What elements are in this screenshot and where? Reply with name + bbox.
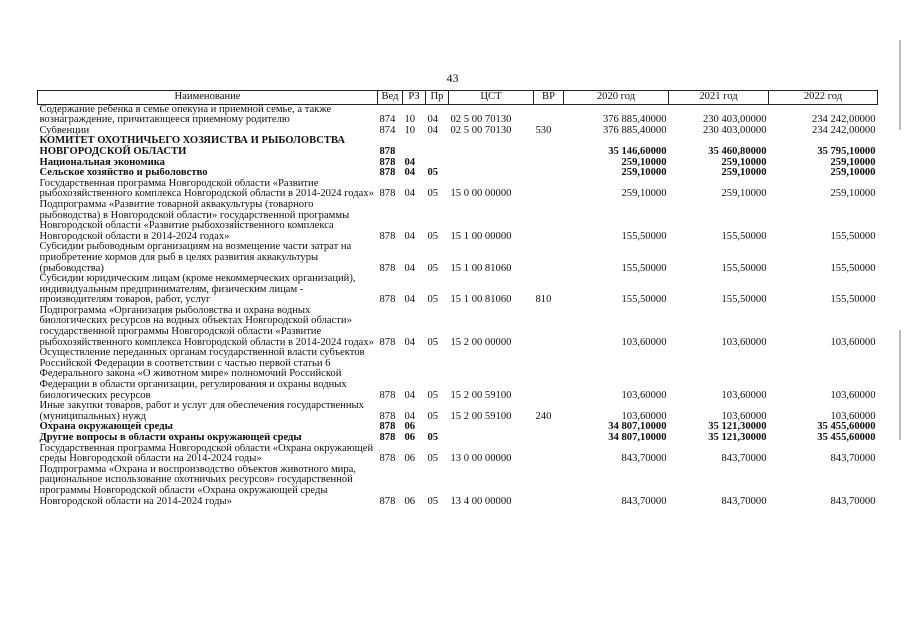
cell-y2022: 843,70000 [830,495,876,507]
table-row [38,348,878,401]
cell-vr [534,200,564,242]
cell-y2020: 259,10000 [621,188,667,200]
cell-y2020: 259,10000 [621,157,667,168]
cell-cst: 15 2 00 00000 [450,336,512,348]
cell-y2021: 259,10000 [721,168,767,179]
cell-name: Подпрограмма «Развитие товарной аквакультуры (товарного рыбоводства) в Новгородской области» государственной программы Новгородской области «Развитие рыбохозяйственного комплекса Новгородской области в 2014-2024 годах» [39,199,350,242]
table-row [38,168,878,179]
header-vr: ВР [534,91,564,105]
cell-ved: 878 [379,336,396,348]
cell-name: Государственная программа Новгородской области «Охрана окружающей среды Новгородской области на 2014-2024 годы» [39,443,374,465]
cell-rz: 04 [404,188,416,200]
cell-ved: 878 [379,168,396,179]
cell-cst: 15 0 00 00000 [450,188,512,200]
cell-pr: 04 [427,114,439,126]
cell-pr: 05 [427,294,439,306]
table-row [38,104,878,126]
cell-name: Иные закупки товаров, работ и услуг для обеспечения государственных (муниципальных) нужд [39,401,364,422]
cell-ved: 878 [379,410,396,422]
cell-vr [534,168,564,179]
cell-rz: 06 [404,495,416,507]
cell-y2022: 259,10000 [830,157,876,168]
cell-rz: 04 [404,294,416,306]
cell-y2020: 259,10000 [621,168,667,179]
table-header-row [38,91,878,105]
header-pr: Пр [426,91,449,105]
header-name: Наименование [38,91,378,105]
header-2020: 2020 год [564,91,669,105]
cell-y2022: 155,50000 [830,230,876,242]
cell-rz: 06 [404,422,416,433]
cell-y2021: 103,60000 [721,336,767,348]
cell-y2021: 155,50000 [721,230,767,242]
cell-rz: 06 [404,433,416,443]
cell-y2020: 103,60000 [621,410,667,422]
cell-y2020: 376 885,40000 [602,125,667,136]
cell-pr: 05 [427,336,439,348]
cell-pr: 05 [427,410,439,422]
cell-pr: 05 [427,389,439,401]
table-row [38,465,878,507]
cell-y2020: 34 807,10000 [608,433,667,443]
cell-rz: 10 [404,114,416,126]
table-row [38,444,878,465]
cell-vr [534,158,564,169]
table-row [38,126,878,137]
cell-ved: 874 [379,125,396,136]
cell-ved: 874 [379,114,396,126]
cell-y2022: 843,70000 [830,453,876,465]
cell-y2021: 35 460,80000 [708,145,767,157]
table-row [38,200,878,242]
cell-cst: 13 4 00 00000 [450,495,512,507]
cell-name: Осуществление переданных органам государственной власти субъектов Российской Федерации в соответствии с частью первой статьи 6 Федерального закона «О животном мире» полномочий Российской Федерации в области организации, регулирования и охраны водных биологических ресурсов [39,348,365,401]
cell-y2020: 155,50000 [621,230,667,242]
cell-rz: 04 [404,336,416,348]
cell-y2022: 103,60000 [830,389,876,401]
cell-y2021: 155,50000 [721,262,767,274]
table-row [38,306,878,348]
cell-name: Содержание ребенка в семье опекуна и приемной семье, а также вознаграждение, причитающееся приемному родителю [39,104,332,126]
cell-y2021: 230 403,00000 [702,114,767,126]
cell-vr: 810 [535,294,552,306]
cell-y2020: 843,70000 [621,495,667,507]
cell-y2020: 155,50000 [621,294,667,306]
cell-name: Национальная экономика [39,157,165,168]
cell-cst: 15 1 00 81060 [450,262,512,274]
cell-y2022: 234 242,00000 [811,125,876,136]
cell-y2022: 155,50000 [830,262,876,274]
table-row [38,433,878,444]
cell-rz: 04 [404,168,416,179]
cell-vr [534,104,564,126]
cell-cst [449,168,534,179]
cell-vr: 530 [535,125,552,136]
scan-edge-mark [899,40,901,130]
header-2022: 2022 год [769,91,878,105]
cell-ved: 878 [379,422,396,433]
table-row [38,179,878,200]
cell-y2022: 35 795,10000 [817,145,876,157]
cell-cst: 15 2 00 59100 [450,410,512,422]
cell-y2020: 376 885,40000 [602,114,667,126]
header-cst: ЦСТ [449,91,534,105]
cell-rz: 04 [404,410,416,422]
cell-y2021: 230 403,00000 [702,125,767,136]
cell-pr: 05 [427,433,439,443]
cell-y2022: 155,50000 [830,294,876,306]
cell-rz: 10 [404,125,416,136]
cell-name: Охрана окружающей среды [39,422,173,433]
cell-y2022: 234 242,00000 [811,114,876,126]
cell-y2020: 843,70000 [621,453,667,465]
cell-name: КОМИТЕТ ОХОТНИЧЬЕГО ХОЗЯЙСТВА И РЫБОЛОВСТВА НОВГОРОДСКОЙ ОБЛАСТИ [39,136,345,157]
cell-ved: 878 [379,262,396,274]
cell-cst [449,158,534,169]
header-ved: Вед [378,91,403,105]
cell-name: Субсидии рыбоводным организациям на возмещение части затрат на приобретение кормов для рыб в целях развития аквакультуры (рыбоводства) [39,242,352,274]
cell-vr [534,422,564,433]
cell-vr [534,306,564,348]
cell-y2021: 259,10000 [721,188,767,200]
page-number: 43 [446,71,459,85]
cell-ved: 878 [379,389,396,401]
cell-ved: 878 [379,453,396,465]
cell-rz: 04 [404,262,416,274]
cell-ved: 878 [379,433,396,443]
cell-cst [449,433,534,444]
cell-name: Другие вопросы в области охраны окружающей среды [39,433,302,443]
cell-ved: 878 [379,294,396,306]
cell-y2022: 103,60000 [830,410,876,422]
cell-ved: 878 [379,495,396,507]
cell-y2021: 35 121,30000 [708,422,767,433]
table-row [38,422,878,433]
cell-vr [534,348,564,401]
cell-y2020: 155,50000 [621,262,667,274]
cell-pr: 05 [427,230,439,242]
cell-y2020: 103,60000 [621,336,667,348]
cell-pr: 05 [427,495,439,507]
cell-vr [534,433,564,444]
budget-table [37,90,878,507]
cell-y2021: 155,50000 [721,294,767,306]
table-body [38,104,878,507]
cell-y2022: 35 455,60000 [817,433,876,443]
cell-cst: 15 1 00 00000 [450,230,512,242]
cell-vr [534,465,564,507]
cell-ved: 878 [379,145,396,157]
cell-y2020: 103,60000 [621,389,667,401]
cell-ved: 878 [379,230,396,242]
cell-rz: 04 [404,230,416,242]
cell-vr [534,444,564,465]
cell-y2022: 259,10000 [830,188,876,200]
header-rz: РЗ [403,91,426,105]
cell-name: Субсидии юридическим лицам (кроме некоммерческих организаций), индивидуальным предпринимателям, физическим лицам - производителям товаров, работ, услуг [39,274,356,306]
cell-y2022: 259,10000 [830,168,876,179]
cell-vr [534,242,564,274]
cell-vr [534,136,564,157]
cell-rz: 06 [404,453,416,465]
table-row [38,401,878,422]
cell-cst: 13 0 00 00000 [450,453,512,465]
cell-rz: 04 [404,389,416,401]
cell-y2022: 103,60000 [830,336,876,348]
cell-pr [426,422,449,433]
cell-y2021: 843,70000 [721,495,767,507]
table-row [38,158,878,169]
cell-vr [534,179,564,200]
cell-cst: 02 5 00 70130 [450,114,512,126]
cell-pr [426,136,449,157]
cell-y2022: 35 455,60000 [817,422,876,433]
cell-cst: 02 5 00 70130 [450,125,512,136]
cell-ved: 878 [379,157,396,168]
cell-pr: 05 [427,453,439,465]
cell-name: Государственная программа Новгородской области «Развитие рыбохозяйственного комплекса Новгородской области в 2014-2024 годах» [39,178,374,200]
cell-cst [449,422,534,433]
cell-rz [403,136,426,157]
cell-y2021: 103,60000 [721,389,767,401]
table-row [38,242,878,274]
cell-pr: 05 [427,168,439,179]
cell-name: Сельское хозяйство и рыболовство [39,168,208,179]
cell-name: Подпрограмма «Охрана и воспроизводство объектов животного мира, рациональное использование охотничьих ресурсов» государственной программы Новгородской области «Охрана окружающей среды Новгородской области на 2014-2024 годы» [39,464,356,507]
cell-y2021: 35 121,30000 [708,433,767,443]
cell-y2021: 103,60000 [721,410,767,422]
cell-cst [449,136,534,157]
cell-y2020: 35 146,60000 [608,145,667,157]
cell-y2021: 259,10000 [721,157,767,168]
cell-vr: 240 [535,410,552,422]
cell-cst: 15 2 00 59100 [450,389,512,401]
cell-y2021: 843,70000 [721,453,767,465]
cell-rz: 04 [404,157,416,168]
cell-name: Субвенции [39,125,90,136]
cell-pr: 04 [427,125,439,136]
scan-edge-mark [899,330,901,440]
header-2021: 2021 год [669,91,769,105]
cell-pr: 05 [427,188,439,200]
table-row [38,136,878,157]
cell-cst: 15 1 00 81060 [450,294,512,306]
cell-pr: 05 [427,262,439,274]
cell-ved: 878 [379,188,396,200]
cell-y2020: 34 807,10000 [608,422,667,433]
table-row [38,274,878,306]
cell-pr [426,158,449,169]
cell-name: Подпрограмма «Организация рыболовства и охрана водных биологических ресурсов на водных объектах Новгородской области» государственной программы Новгородской области «Развитие рыбохозяйственного комплекса Новгородской области в 2014-2024 годах» [39,305,374,348]
